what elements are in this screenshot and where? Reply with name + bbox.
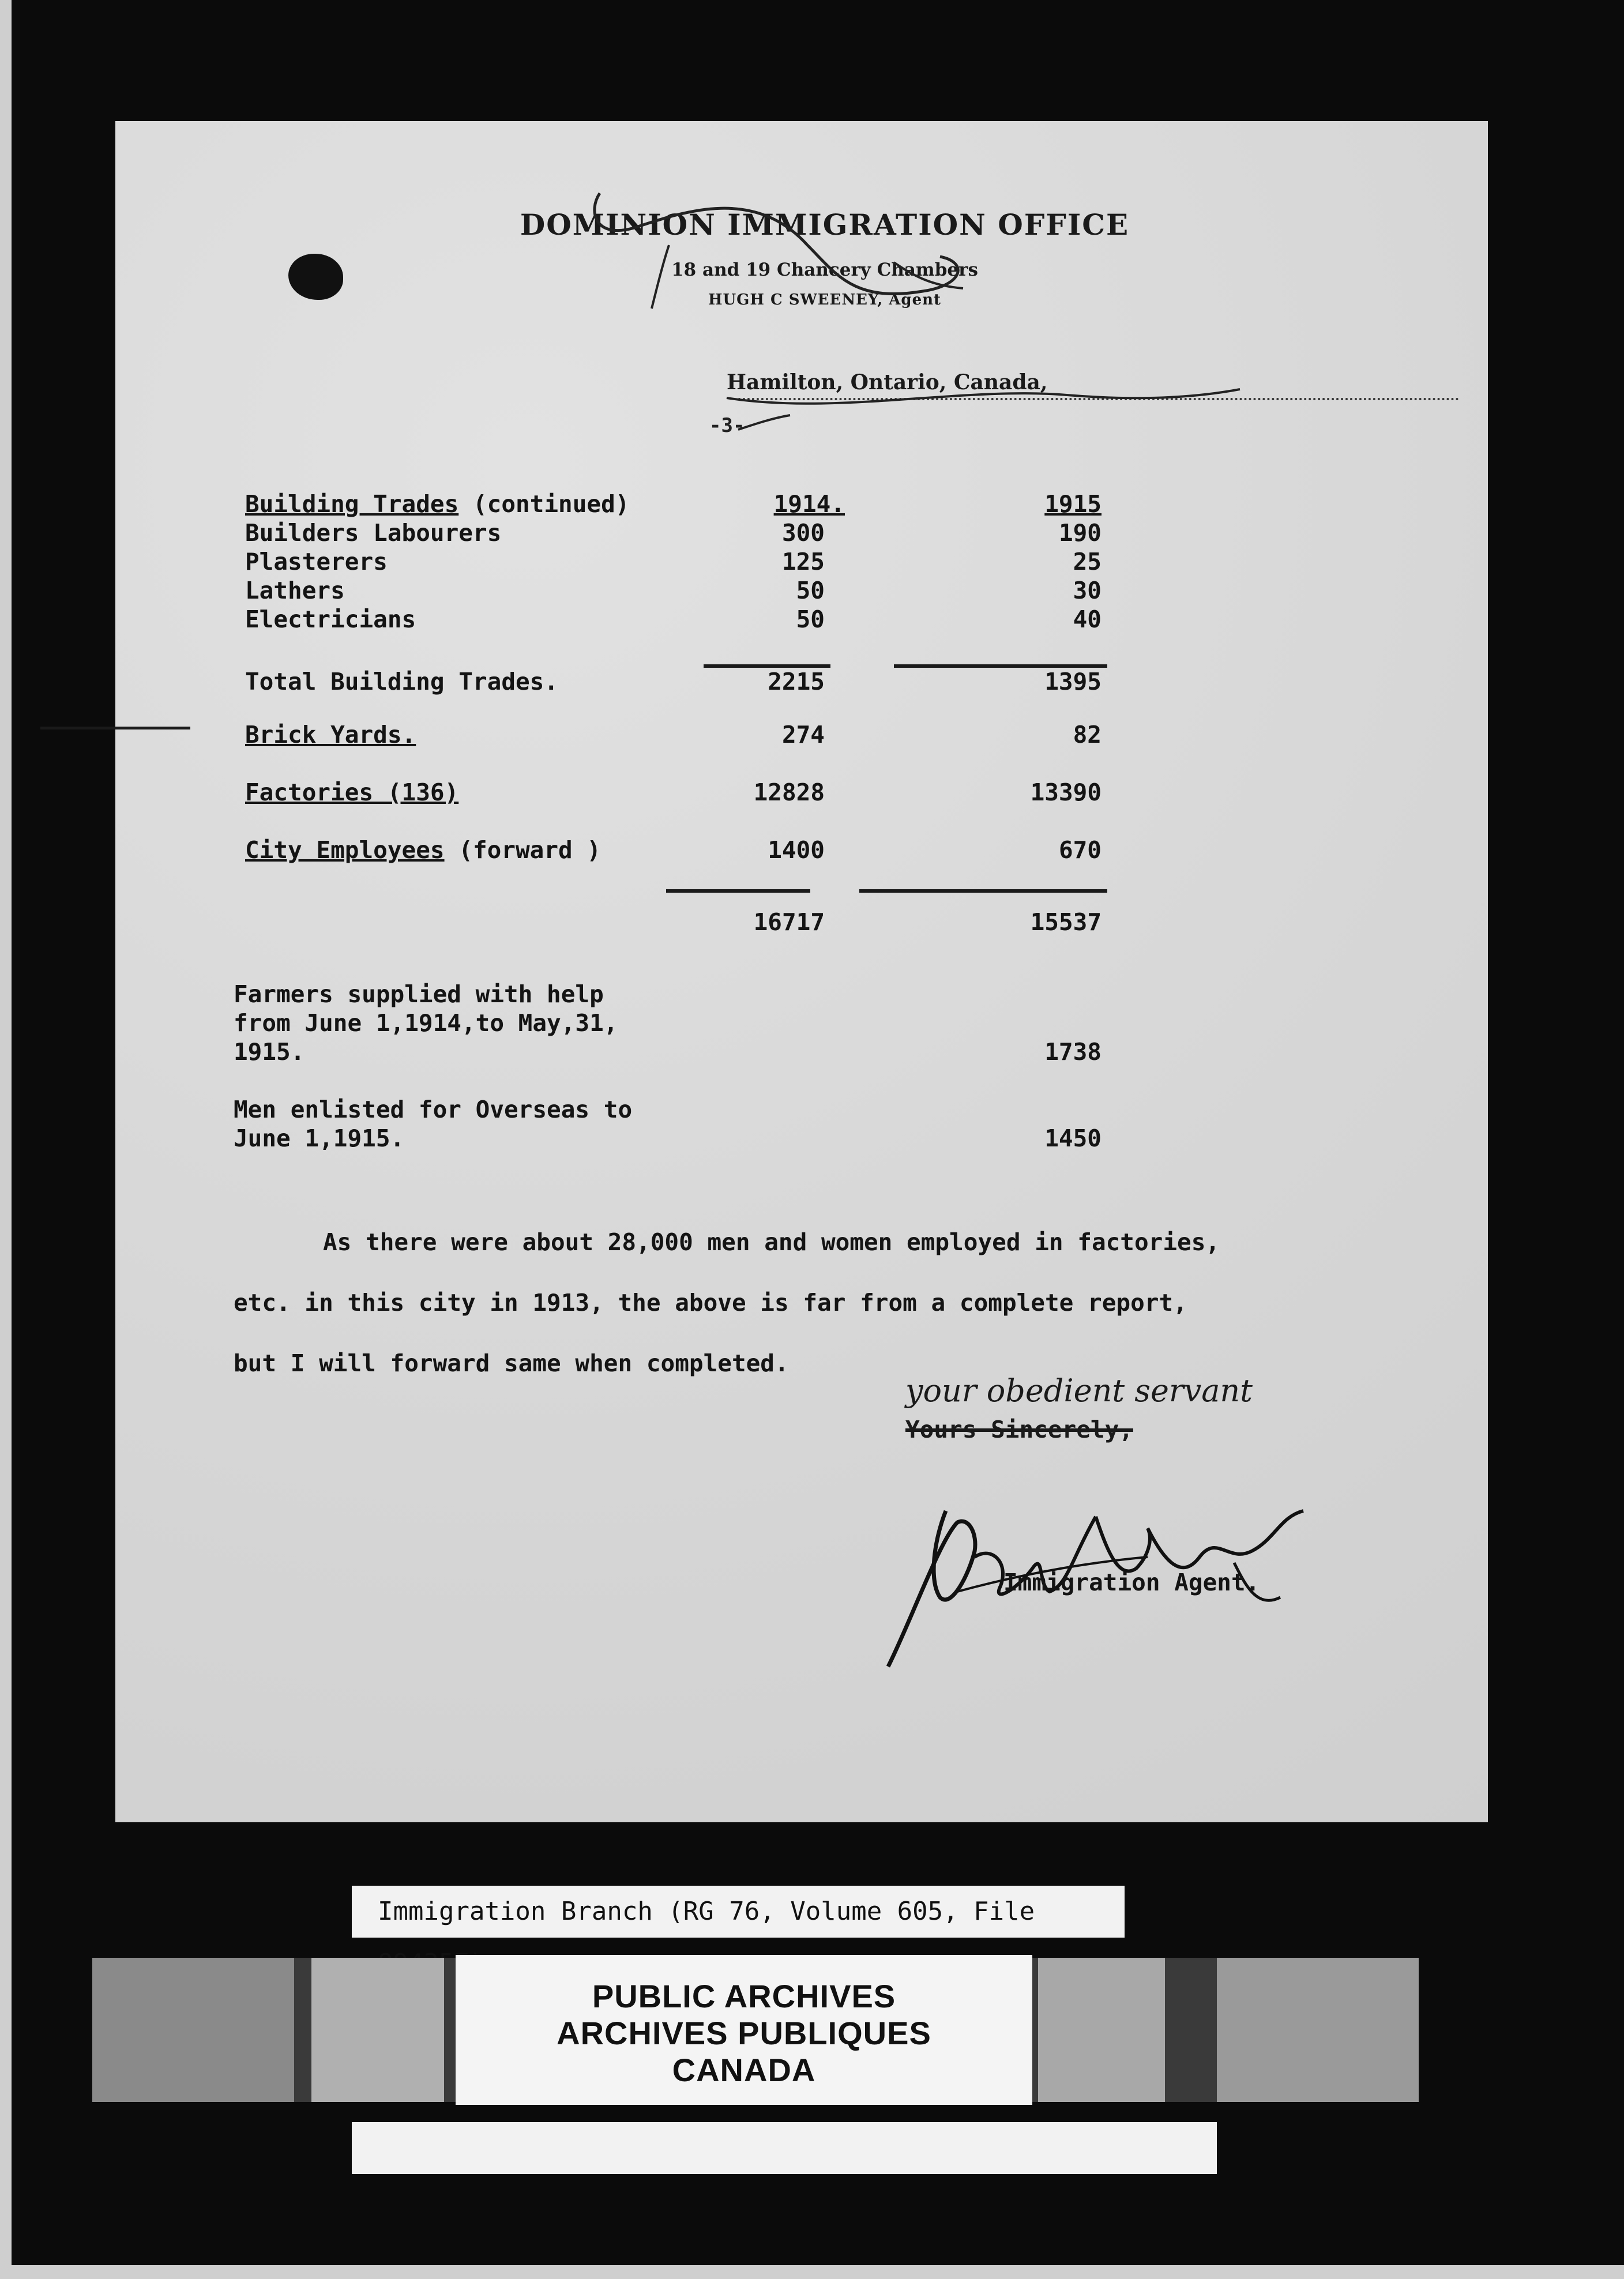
city-label: City Employees (245, 836, 445, 864)
page-number: -3- (709, 414, 745, 437)
table-header-row (245, 490, 629, 518)
paragraph-line-1: As there were about 28,000 men and women employed in factories, (323, 1228, 1220, 1256)
archive-blank-label (352, 2122, 1217, 2174)
letter-page (115, 121, 1488, 1822)
row-builders-1914: 300 (781, 519, 825, 547)
enlisted-line-1: Men enlisted for Overseas to (234, 1096, 633, 1123)
factories-1914: 12828 (753, 779, 825, 806)
row-builders-label: Builders Labourers (245, 519, 502, 547)
header-label: Building Trades (245, 490, 459, 518)
paragraph-line-2: etc. in this city in 1913, the above is far from a complete report, (234, 1289, 1187, 1317)
film-edge-left (0, 0, 12, 2279)
row-electricians-1914: 50 (796, 606, 825, 633)
strip-segment-right-2 (1217, 1958, 1419, 2102)
archive-stamp-line-3: CANADA (672, 2052, 816, 2088)
letterhead-office: DOMINION IMMIGRATION OFFICE (520, 208, 1130, 242)
archive-stamp (456, 1955, 1032, 2105)
row-lathers-1915: 30 (1073, 577, 1102, 604)
grand-total-rule-1914 (666, 889, 810, 893)
row-plasterers-1915: 25 (1073, 548, 1102, 576)
row-electricians-label: Electricians (245, 606, 416, 633)
row-lathers-label: Lathers (245, 577, 345, 604)
letterhead-agent: HUGH C SWEENEY, Agent (708, 291, 942, 309)
grand-total-rule-1915 (859, 889, 1107, 893)
punch-hole (288, 254, 343, 300)
archive-reference-label: Immigration Branch (RG 76, Volume 605, File (352, 1886, 1125, 1938)
header-suffix: (continued) (472, 490, 630, 518)
row-electricians-1915: 40 (1073, 606, 1102, 633)
city-1914: 1400 (768, 836, 825, 864)
enlisted-value: 1450 (1044, 1125, 1102, 1152)
total-building-label: Total Building Trades. (245, 668, 559, 695)
brick-label: Brick Yards. (245, 721, 416, 749)
margin-mark (40, 727, 190, 729)
factories-1915: 13390 (1030, 779, 1102, 806)
brick-1914: 274 (781, 721, 825, 749)
grand-total-1914: 16717 (753, 908, 825, 936)
farmers-line-1: Farmers supplied with help (234, 980, 604, 1008)
row-builders-1915: 190 (1058, 519, 1102, 547)
city-suffix: (forward ) (458, 836, 602, 864)
enlisted-line-2: June 1,1915. (234, 1125, 405, 1152)
archive-stamp-line-2: ARCHIVES PUBLIQUES (557, 2015, 931, 2051)
farmers-line-3: 1915. (234, 1038, 305, 1066)
handwritten-correction-mark (565, 176, 980, 326)
letterhead-place: Hamilton, Ontario, Canada, (727, 370, 1048, 394)
row-lathers-1914: 50 (796, 577, 825, 604)
total-building-1914: 2215 (768, 668, 825, 695)
handwritten-underline-mark (721, 375, 1251, 438)
strip-segment-left (92, 1958, 294, 2102)
city-1915: 670 (1058, 836, 1102, 864)
grand-total-1915: 15537 (1030, 908, 1102, 936)
strip-segment-right (1038, 1958, 1165, 2102)
film-edge-bottom (0, 2265, 1624, 2279)
strip-segment-left-2 (311, 1958, 444, 2102)
total-building-1915: 1395 (1044, 668, 1102, 695)
letterhead-address: 18 and 19 Chancery Chambers (671, 260, 978, 280)
farmers-line-2: from June 1,1914,to May,31, (234, 1009, 618, 1037)
closing-handwritten: your obedient servant (905, 1372, 1253, 1409)
header-col-1915: 1915 (1044, 490, 1102, 518)
city-row (245, 836, 601, 864)
closing-struck: Yours Sincerely, (905, 1416, 1133, 1443)
archive-stamp-line-1: PUBLIC ARCHIVES (592, 1978, 896, 2014)
header-col-1914: 1914. (773, 490, 845, 518)
brick-1915: 82 (1073, 721, 1102, 749)
row-plasterers-1914: 125 (781, 548, 825, 576)
paragraph-line-3: but I will forward same when completed. (234, 1349, 789, 1377)
signer-title: Immigration Agent. (1003, 1569, 1260, 1596)
row-plasterers-label: Plasterers (245, 548, 388, 576)
farmers-value: 1738 (1044, 1038, 1102, 1066)
factories-label: Factories (136) (245, 779, 459, 806)
